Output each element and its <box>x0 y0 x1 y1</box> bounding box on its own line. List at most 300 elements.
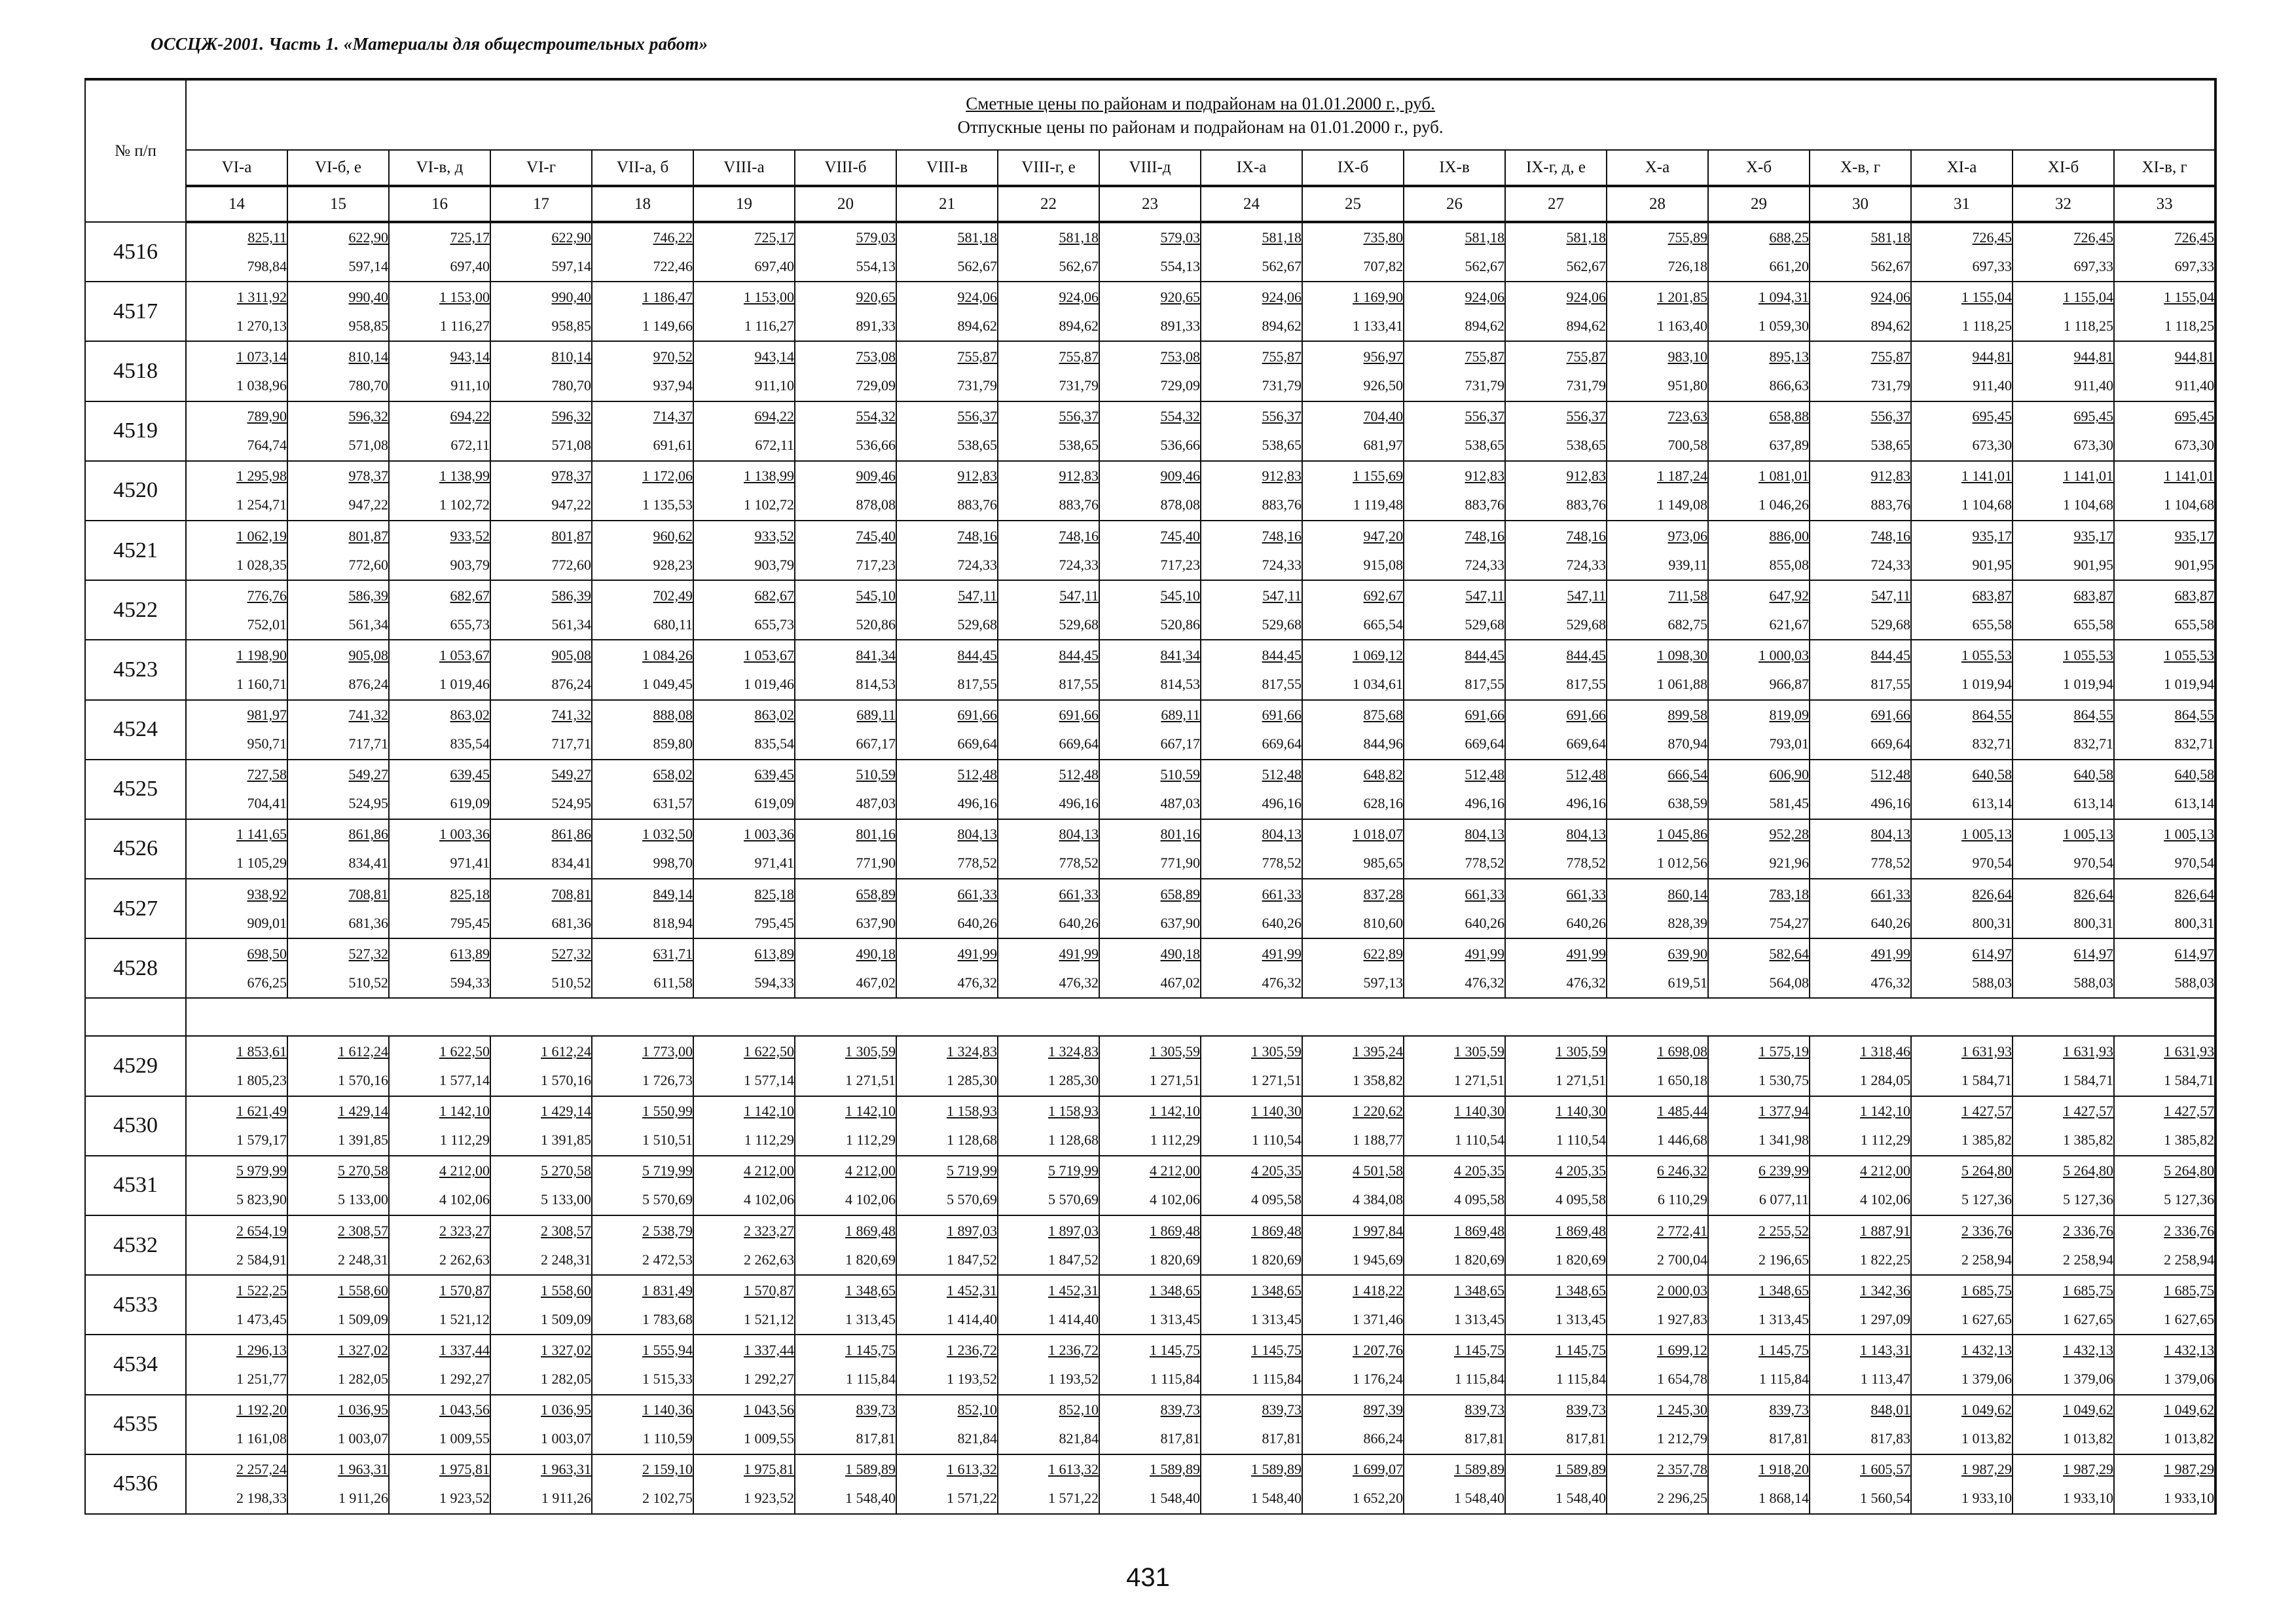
estimated-price: 658,02 <box>653 766 693 783</box>
release-price: 778,52 <box>1059 855 1099 872</box>
release-price: 800,31 <box>2174 914 2215 931</box>
zone-header: VI-в, д <box>389 150 490 186</box>
estimated-price: 1 155,69 <box>1353 468 1403 485</box>
zone-header: XI-б <box>2013 150 2114 186</box>
item-code: 4518 <box>85 341 186 401</box>
release-price: 628,16 <box>1363 795 1403 812</box>
price-cell <box>287 341 389 401</box>
price-cell <box>186 461 287 521</box>
estimated-price: 895,13 <box>1769 348 1809 365</box>
estimated-price: 1 622,50 <box>439 1043 490 1060</box>
price-cell <box>1607 1275 1708 1335</box>
price-cell <box>1810 819 1911 879</box>
zone-header: VII-а, б <box>592 150 693 186</box>
price-cell <box>1607 461 1708 521</box>
estimated-price: 1 187,24 <box>1657 468 1707 485</box>
release-price: 1 271,51 <box>1556 1072 1606 1089</box>
estimated-price: 745,40 <box>1160 527 1200 544</box>
release-price: 1 112,29 <box>1150 1132 1200 1149</box>
zone-header: XI-а <box>1911 150 2013 186</box>
release-price: 2 262,63 <box>744 1251 794 1268</box>
release-price: 1 270,13 <box>236 317 287 334</box>
price-cell <box>2013 879 2114 938</box>
price-cell <box>2114 461 2215 521</box>
price-cell <box>2114 341 2215 401</box>
release-price: 571,08 <box>551 437 591 454</box>
estimated-price: 1 094,31 <box>1758 288 1809 305</box>
release-price: 985,65 <box>1363 855 1403 872</box>
estimated-price: 725,17 <box>754 229 794 246</box>
estimated-price: 1 186,47 <box>642 288 693 305</box>
price-cell <box>1607 640 1708 699</box>
estimated-price: 1 140,30 <box>1454 1103 1504 1120</box>
estimated-price: 726,45 <box>2174 229 2215 246</box>
price-cell <box>1505 760 1607 819</box>
estimated-price: 5 264,80 <box>2164 1162 2215 1179</box>
release-price: 971,41 <box>450 855 490 872</box>
estimated-price: 702,49 <box>653 587 693 604</box>
price-cell <box>1505 1096 1607 1156</box>
price-cell <box>1708 1335 1810 1394</box>
release-price: 510,52 <box>348 974 388 991</box>
estimated-price: 1 685,75 <box>2164 1282 2215 1299</box>
estimated-price: 801,87 <box>551 527 591 544</box>
estimated-price: 622,90 <box>551 229 591 246</box>
release-price: 538,65 <box>1059 437 1099 454</box>
price-cell <box>2013 341 2114 401</box>
estimated-price: 863,02 <box>754 707 794 724</box>
release-price: 562,67 <box>957 258 997 275</box>
estimated-price: 639,45 <box>754 766 794 783</box>
estimated-price: 1 427,57 <box>2164 1103 2215 1120</box>
estimated-price: 691,66 <box>1262 707 1302 724</box>
price-cell <box>1505 938 1607 998</box>
release-price: 817,81 <box>1262 1430 1302 1447</box>
estimated-price: 839,73 <box>1160 1401 1200 1418</box>
column-number: 26 <box>1404 186 1505 222</box>
price-cell <box>1708 1275 1810 1335</box>
estimated-price: 512,48 <box>1870 766 1910 783</box>
price-cell <box>186 819 287 879</box>
release-price: 1 341,98 <box>1758 1132 1809 1149</box>
estimated-price: 1 963,31 <box>338 1461 388 1478</box>
estimated-price: 1 141,01 <box>2164 468 2215 485</box>
price-cell <box>693 1335 795 1394</box>
estimated-price: 1 589,89 <box>845 1461 896 1478</box>
price-cell <box>1810 461 1911 521</box>
release-price: 5 127,36 <box>1961 1191 2012 1208</box>
estimated-price: 4 205,35 <box>1556 1162 1606 1179</box>
price-cell <box>2013 580 2114 640</box>
release-price: 529,68 <box>1059 616 1099 633</box>
price-cell <box>2114 401 2215 461</box>
release-price: 1 652,20 <box>1353 1490 1403 1507</box>
price-cell <box>1911 1335 2013 1394</box>
release-price: 894,62 <box>1870 317 1910 334</box>
price-cell <box>1708 401 1810 461</box>
estimated-price: 2 257,24 <box>236 1461 287 1478</box>
estimated-price: 944,81 <box>2174 348 2215 365</box>
release-price: 1 193,52 <box>947 1370 997 1387</box>
price-cell <box>287 222 389 282</box>
release-price: 1 019,94 <box>1961 675 2012 692</box>
estimated-price: 886,00 <box>1769 527 1809 544</box>
release-price: 832,71 <box>2174 735 2215 752</box>
estimated-price: 1 145,75 <box>1454 1341 1504 1358</box>
estimated-price: 545,10 <box>856 587 896 604</box>
price-cell <box>1201 222 1302 282</box>
release-price: 5 570,69 <box>1048 1191 1099 1208</box>
release-price: 1 271,51 <box>1454 1072 1504 1089</box>
estimated-price: 1 295,98 <box>236 468 287 485</box>
price-cell <box>186 640 287 699</box>
release-price: 1 176,24 <box>1353 1370 1403 1387</box>
release-price: 2 472,53 <box>642 1251 693 1268</box>
price-cell <box>1607 1036 1708 1096</box>
price-cell <box>1201 1275 1302 1335</box>
price-cell <box>287 1275 389 1335</box>
estimated-price: 1 158,93 <box>947 1103 997 1120</box>
release-price: 4 095,58 <box>1251 1191 1302 1208</box>
price-cell <box>490 819 592 879</box>
estimated-price: 1 296,13 <box>236 1341 287 1358</box>
release-price: 817,81 <box>1160 1430 1200 1447</box>
estimated-price: 1 612,24 <box>338 1043 388 1060</box>
release-price: 1 521,12 <box>439 1310 490 1327</box>
price-cell <box>1810 700 1911 760</box>
price-cell <box>1201 1335 1302 1394</box>
estimated-price: 1 145,75 <box>1150 1341 1200 1358</box>
estimated-price: 1 612,24 <box>541 1043 591 1060</box>
release-price: 2 700,04 <box>1657 1251 1707 1268</box>
price-cell <box>1201 1395 1302 1454</box>
estimated-price: 1 220,62 <box>1353 1103 1403 1120</box>
price-cell <box>1099 282 1201 341</box>
price-cell <box>1911 879 2013 938</box>
estimated-price: 582,64 <box>1769 945 1809 962</box>
estimated-price: 753,08 <box>856 348 896 365</box>
price-cell <box>186 938 287 998</box>
price-cell <box>1099 1215 1201 1275</box>
release-price: 1 927,83 <box>1657 1310 1707 1327</box>
estimated-price: 596,32 <box>551 408 591 425</box>
header-row-zones <box>85 150 2215 186</box>
zone-header: X-а <box>1607 150 1708 186</box>
price-cell <box>490 222 592 282</box>
estimated-price: 852,10 <box>957 1401 997 1418</box>
release-price: 911,40 <box>1973 377 2012 394</box>
estimated-price: 1 153,00 <box>439 288 490 305</box>
estimated-price: 1 142,10 <box>744 1103 794 1120</box>
price-cell <box>1810 1454 1911 1514</box>
estimated-price: 920,65 <box>856 288 896 305</box>
price-cell <box>1302 1215 1404 1275</box>
price-cell <box>1404 401 1505 461</box>
price-cell <box>693 1275 795 1335</box>
release-price: 1 046,26 <box>1758 496 1809 513</box>
release-price: 2 258,94 <box>2164 1251 2215 1268</box>
zone-header: X-б <box>1708 150 1810 186</box>
price-cell <box>1404 819 1505 879</box>
price-cell <box>1302 879 1404 938</box>
estimated-price: 1 305,59 <box>1251 1043 1302 1060</box>
estimated-price: 905,08 <box>551 646 591 663</box>
estimated-price: 4 205,35 <box>1454 1162 1504 1179</box>
estimated-price: 1 558,60 <box>541 1282 591 1299</box>
release-price: 2 258,94 <box>1961 1251 2012 1268</box>
release-price: 538,65 <box>1566 437 1606 454</box>
price-cell <box>1099 879 1201 938</box>
estimated-price: 491,99 <box>1059 945 1099 962</box>
release-price: 1 510,51 <box>642 1132 693 1149</box>
release-price: 1 820,69 <box>845 1251 896 1268</box>
release-price: 724,33 <box>1465 556 1504 573</box>
price-cell <box>490 1036 592 1096</box>
price-cell <box>592 1395 693 1454</box>
price-cell <box>592 1215 693 1275</box>
release-price: 538,65 <box>1870 437 1910 454</box>
table-row <box>85 819 2215 879</box>
price-cell <box>1810 1096 1911 1156</box>
release-price: 5 570,69 <box>947 1191 997 1208</box>
zone-header: VIII-в <box>896 150 998 186</box>
release-price: 772,60 <box>551 556 591 573</box>
price-cell <box>389 938 490 998</box>
price-cell <box>1505 1454 1607 1514</box>
release-price: 4 102,06 <box>744 1191 794 1208</box>
estimated-price: 1 098,30 <box>1657 646 1707 663</box>
release-price: 1 133,41 <box>1353 317 1403 334</box>
estimated-price: 596,32 <box>348 408 388 425</box>
estimated-price: 692,67 <box>1363 587 1403 604</box>
estimated-price: 897,39 <box>1363 1401 1403 1418</box>
estimated-price: 1 427,57 <box>2063 1103 2113 1120</box>
release-price: 810,60 <box>1363 914 1403 931</box>
release-price: 1 313,45 <box>1150 1310 1200 1327</box>
price-cell <box>592 760 693 819</box>
release-price: 637,90 <box>1160 914 1200 931</box>
estimated-price: 804,13 <box>1262 826 1302 843</box>
estimated-price: 1 155,04 <box>1961 288 2012 305</box>
release-price: 637,90 <box>856 914 896 931</box>
release-price: 597,14 <box>551 258 591 275</box>
release-price: 562,67 <box>1262 258 1302 275</box>
release-price: 832,71 <box>1972 735 2012 752</box>
price-cell <box>1505 1395 1607 1454</box>
release-price: 536,66 <box>1160 437 1200 454</box>
estimated-price: 755,87 <box>1262 348 1302 365</box>
estimated-price: 545,10 <box>1160 587 1200 604</box>
price-cell <box>896 1036 998 1096</box>
price-cell <box>1099 1395 1201 1454</box>
release-price: 487,03 <box>1160 795 1200 812</box>
release-price: 1 003,07 <box>338 1430 388 1447</box>
release-price: 817,55 <box>1262 675 1302 692</box>
price-cell <box>896 938 998 998</box>
price-cell <box>998 580 1099 640</box>
release-price: 891,33 <box>856 317 896 334</box>
release-price: 1 577,14 <box>439 1072 490 1089</box>
price-cell <box>1607 819 1708 879</box>
price-cell <box>2013 1096 2114 1156</box>
release-price: 1 371,46 <box>1353 1310 1403 1327</box>
price-cell <box>287 521 389 580</box>
price-cell <box>1201 1215 1302 1275</box>
price-cell <box>2114 1395 2215 1454</box>
release-price: 1 112,29 <box>845 1132 896 1149</box>
price-cell <box>2114 521 2215 580</box>
price-cell <box>1708 879 1810 938</box>
table-row <box>85 1156 2215 1215</box>
item-code: 4523 <box>85 640 186 699</box>
column-number: 24 <box>1201 186 1302 222</box>
price-cell <box>896 401 998 461</box>
price-cell <box>592 1275 693 1335</box>
estimated-price: 490,18 <box>856 945 896 962</box>
release-price: 818,94 <box>653 914 693 931</box>
estimated-price: 490,18 <box>1160 945 1200 962</box>
release-price: 958,85 <box>551 317 591 334</box>
price-cell <box>1404 1156 1505 1215</box>
item-code: 4517 <box>85 282 186 341</box>
price-cell <box>693 461 795 521</box>
estimated-price: 1 141,01 <box>1961 468 2012 485</box>
release-price: 1 650,18 <box>1657 1072 1707 1089</box>
release-price: 640,26 <box>957 914 997 931</box>
release-price: 947,22 <box>348 496 388 513</box>
price-cell <box>287 461 389 521</box>
price-cell <box>1911 1395 2013 1454</box>
price-cell <box>1201 938 1302 998</box>
release-price: 640,26 <box>1566 914 1606 931</box>
release-price: 476,32 <box>1262 974 1302 991</box>
price-cell <box>592 1156 693 1215</box>
price-cell <box>1505 819 1607 879</box>
release-price: 704,41 <box>247 795 287 812</box>
estimated-price: 839,73 <box>1465 1401 1504 1418</box>
price-cell <box>490 760 592 819</box>
price-cell <box>998 640 1099 699</box>
release-price: 778,52 <box>1465 855 1504 872</box>
price-cell <box>490 461 592 521</box>
price-cell <box>1505 461 1607 521</box>
estimated-price: 924,06 <box>1870 288 1910 305</box>
price-cell <box>998 1215 1099 1275</box>
estimated-price: 622,90 <box>348 229 388 246</box>
estimated-price: 1 245,30 <box>1657 1401 1707 1418</box>
release-price: 538,65 <box>1465 437 1504 454</box>
release-price: 1 104,68 <box>2063 496 2113 513</box>
estimated-price: 1 452,31 <box>1048 1282 1099 1299</box>
release-price: 817,55 <box>1059 675 1099 692</box>
release-price: 496,16 <box>1566 795 1606 812</box>
estimated-price: 1 145,75 <box>1758 1341 1809 1358</box>
item-code: 4525 <box>85 760 186 819</box>
price-cell <box>1810 1395 1911 1454</box>
release-price: 2 248,31 <box>338 1251 388 1268</box>
estimated-price: 748,16 <box>1465 527 1504 544</box>
estimated-price: 924,06 <box>1566 288 1606 305</box>
column-number: 14 <box>186 186 287 222</box>
price-cell <box>2013 938 2114 998</box>
estimated-price: 990,40 <box>551 288 591 305</box>
estimated-price: 491,99 <box>957 945 997 962</box>
estimated-price: 613,89 <box>450 945 490 962</box>
release-price: 1 282,05 <box>541 1370 591 1387</box>
page-number: 431 <box>1126 1563 1170 1592</box>
price-cell <box>1099 1036 1201 1096</box>
price-cell <box>1810 1215 1911 1275</box>
estimated-price: 1 348,65 <box>1251 1282 1302 1299</box>
estimated-price: 839,73 <box>1566 1401 1606 1418</box>
price-cell <box>1810 521 1911 580</box>
release-price: 937,94 <box>653 377 693 394</box>
column-number: 33 <box>2114 186 2215 222</box>
estimated-price: 1 043,56 <box>744 1401 794 1418</box>
price-cell <box>2013 461 2114 521</box>
release-price: 1 285,30 <box>1048 1072 1099 1089</box>
estimated-price: 661,33 <box>1059 885 1099 902</box>
estimated-price: 825,18 <box>450 885 490 902</box>
estimated-price: 1 853,61 <box>236 1043 287 1060</box>
release-price: 1 115,84 <box>1556 1370 1606 1387</box>
release-price: 817,81 <box>856 1430 896 1447</box>
price-cell <box>2114 819 2215 879</box>
price-cell <box>998 1036 1099 1096</box>
estimated-price: 1 987,29 <box>1961 1461 2012 1478</box>
estimated-price: 708,81 <box>348 885 388 902</box>
estimated-price: 723,63 <box>1667 408 1707 425</box>
release-price: 1 822,25 <box>1860 1251 1910 1268</box>
release-price: 726,18 <box>1667 258 1707 275</box>
estimated-price: 683,87 <box>2174 587 2215 604</box>
table-row <box>85 580 2215 640</box>
estimated-price: 527,32 <box>551 945 591 962</box>
price-cell <box>2013 1156 2114 1215</box>
estimated-price: 682,67 <box>754 587 794 604</box>
estimated-price: 978,37 <box>551 468 591 485</box>
release-price: 1 571,22 <box>1048 1490 1099 1507</box>
estimated-price: 1 418,22 <box>1353 1282 1403 1299</box>
release-price: 655,73 <box>754 616 794 633</box>
release-price: 669,64 <box>1870 735 1910 752</box>
price-cell <box>1911 819 2013 879</box>
price-cell <box>2114 938 2215 998</box>
estimated-price: 1 897,03 <box>1048 1222 1099 1239</box>
release-price: 571,08 <box>348 437 388 454</box>
price-cell <box>693 640 795 699</box>
estimated-price: 861,86 <box>551 826 591 843</box>
release-price: 611,58 <box>653 974 693 991</box>
release-price: 5 823,90 <box>236 1191 287 1208</box>
price-cell <box>1810 222 1911 282</box>
price-cell <box>1505 521 1607 580</box>
estimated-price: 978,37 <box>348 468 388 485</box>
estimated-price: 1 377,94 <box>1758 1103 1809 1120</box>
release-price: 970,54 <box>1972 855 2012 872</box>
price-cell <box>693 222 795 282</box>
column-number: 31 <box>1911 186 2013 222</box>
estimated-price: 725,17 <box>450 229 490 246</box>
estimated-price: 1 698,08 <box>1657 1043 1707 1060</box>
release-price: 1 110,59 <box>642 1430 693 1447</box>
table-row <box>85 879 2215 938</box>
price-cell <box>1607 222 1708 282</box>
price-cell <box>998 461 1099 521</box>
estimated-price: 1 145,75 <box>1251 1341 1302 1358</box>
estimated-price: 801,16 <box>1160 826 1200 843</box>
release-price: 1 059,30 <box>1758 317 1809 334</box>
